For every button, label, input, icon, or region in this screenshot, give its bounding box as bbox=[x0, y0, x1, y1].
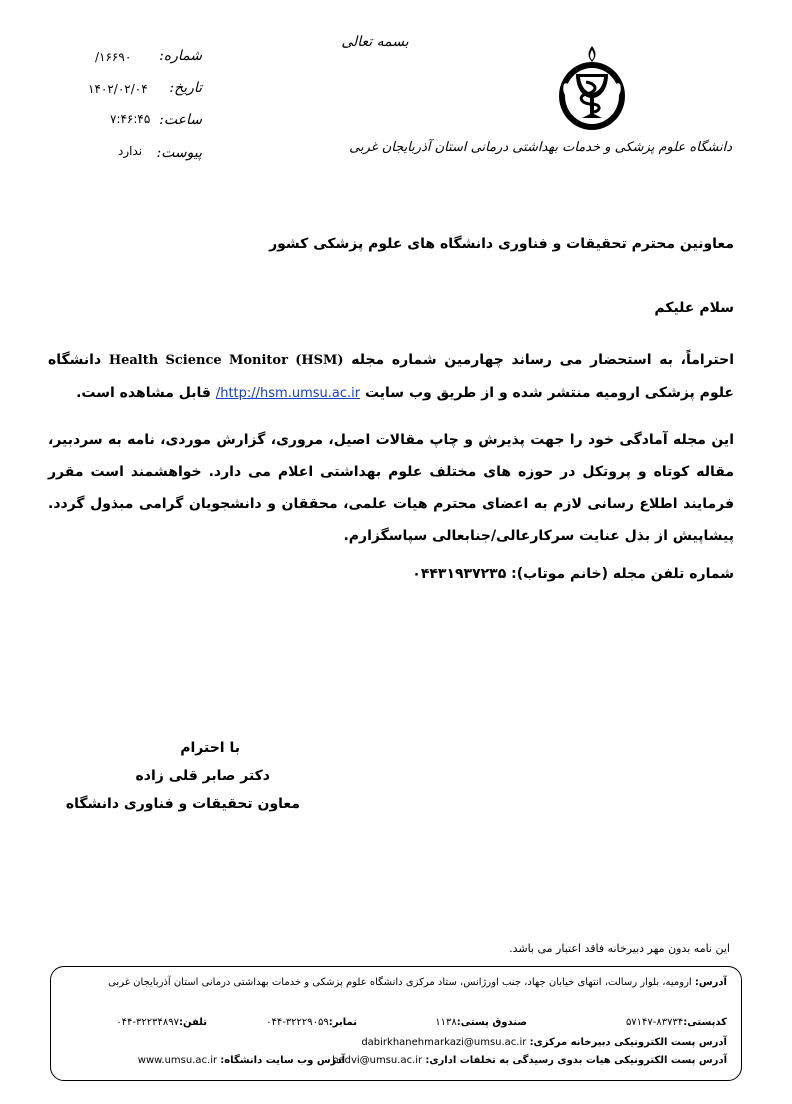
p1-intro: احتراماً، به استحضار می رساند چهارمین شماره مجله bbox=[351, 352, 734, 368]
university-name: دانشگاه علوم پزشکی و خدمات بهداشتی درمانی استان آذربایجان غربی bbox=[349, 140, 732, 155]
validity-notice: این نامه بدون مهر دبیرخانه فاقد اعتبار می باشد. bbox=[509, 942, 730, 955]
website-label: آدرس وب سایت دانشگاه: bbox=[220, 1055, 345, 1066]
date-label: تاریخ: bbox=[169, 80, 202, 96]
bismillah-heading: بسمه تعالی bbox=[341, 34, 409, 50]
po-box: صندوق پستی: ۱۱۳۸ bbox=[435, 1017, 527, 1028]
board-email[interactable]: badvi@umsu.ac.ir bbox=[332, 1055, 423, 1066]
footer-address bbox=[63, 977, 727, 988]
signature-title: معاون تحقیقات و فناوری دانشگاه bbox=[65, 796, 300, 812]
secretariat-email[interactable]: dabirkhanehmarkazi@umsu.ac.ir bbox=[361, 1037, 527, 1048]
greeting: سلام علیکم bbox=[654, 300, 734, 316]
postal-code: کدپستی: ۵۷۱۴۷-۸۳۷۳۴ bbox=[625, 1017, 727, 1028]
board-email-label: آدرس پست الکترونیکی هیات بدوی رسیدگی به تخلفات اداری: bbox=[425, 1055, 727, 1066]
number-label: شماره: bbox=[159, 48, 202, 64]
address-text: ارومیه، بلوار رسالت، انتهای خیابان جهاد، جنب اورژانس، ستاد مرکزی دانشگاه علوم پزشکی و خدمات بهداشتی درمانی استان آذربایجان غربی bbox=[108, 977, 692, 988]
website-line bbox=[85, 1055, 345, 1066]
attachment-label: پیوست: bbox=[156, 145, 202, 161]
address-label: آدرس: bbox=[694, 977, 727, 988]
link-slash: / bbox=[215, 386, 221, 401]
footer-contact-box bbox=[50, 966, 742, 1081]
fax-number: نمابر: ۰۴۴-۳۲۲۲۹۰۵۹ bbox=[266, 1017, 357, 1028]
time-value: ۷:۴۶:۴۵ bbox=[110, 112, 151, 126]
p1-end: قابل مشاهده است. bbox=[76, 385, 211, 401]
attachment-value: ندارد bbox=[118, 144, 143, 158]
time-label: ساعت: bbox=[159, 112, 202, 128]
website-url[interactable]: www.umsu.ac.ir bbox=[137, 1055, 218, 1066]
paragraph-call-for-papers: این مجله آمادگی خود را جهت پذیرش و چاپ مقالات اصیل، مروری، گزارش موردی، نامه به سردبیر، مقاله کوتاه و پروتکل در حوزه های مختلف علوم بهداشتی اعلام می دارد. خواهشمند است مقرر فرمایند اطلاع رسانی لازم به اعضای محترم هیات علمی، محققان و دانشجویان گرامی مبذول گردد. پیشاپیش از بذل عنایت سرکارعالی/جنابعالی سپاسگزارم. bbox=[48, 432, 734, 544]
number-value: /۱۶۶۹۰ bbox=[95, 50, 132, 64]
p1-middle: دانشگاه علوم پزشکی ارومیه منتشر شده و از طریق وب سایت bbox=[48, 352, 734, 401]
recipient-line: معاونین محترم تحقیقات و فناوری دانشگاه های علوم پزشکی کشور bbox=[269, 236, 734, 252]
secretariat-email-label: آدرس پست الکترونیکی دبیرخانه مرکزی: bbox=[529, 1037, 727, 1048]
signature-closing: با احترام bbox=[180, 740, 240, 756]
university-emblem-icon bbox=[556, 44, 628, 140]
paragraph-announcement bbox=[48, 344, 734, 410]
journal-website-link[interactable]: http://hsm.umsu.ac.ir bbox=[220, 386, 361, 401]
date-value: ۱۴۰۲/۰۲/۰۴ bbox=[88, 82, 148, 96]
telephone-number: تلفن: ۰۴۴-۳۲۲۳۴۸۹۷ bbox=[116, 1017, 207, 1028]
journal-phone-line: شماره تلفن مجله (خانم موتاب): ۰۴۴۳۱۹۳۷۲۳۵ bbox=[412, 566, 734, 582]
board-email-line bbox=[327, 1055, 727, 1066]
signature-name: دکتر صابر قلی زاده bbox=[135, 768, 270, 784]
journal-name: Health Science Monitor (HSM) bbox=[108, 353, 344, 368]
secretariat-email-line bbox=[327, 1037, 727, 1048]
